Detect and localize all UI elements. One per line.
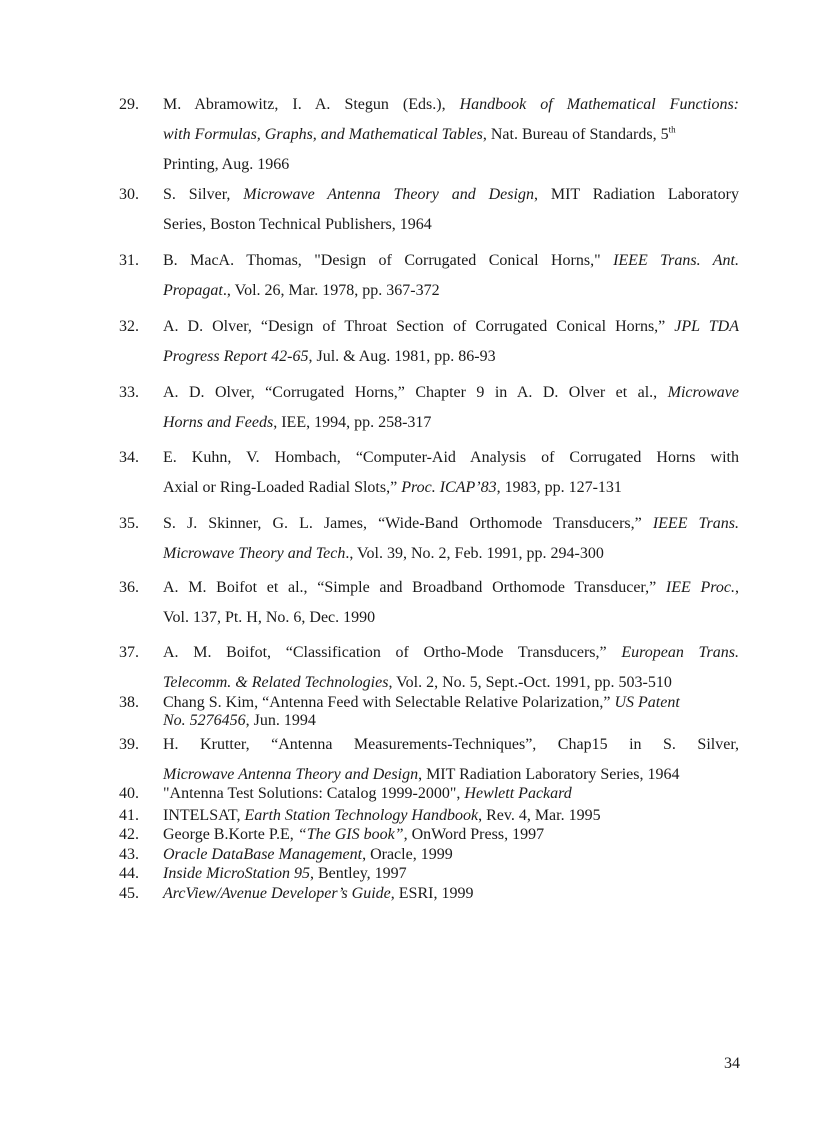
reference-34: 34. E. Kuhn, V. Hombach, “Computer-Aid Analysis of Corrugated Horns with Axial or Ring-Loaded Radial Slots,” Proc. ICAP’83, 1983, pp. 127-131 — [119, 449, 739, 496]
reference-31: 31. B. MacA. Thomas, "Design of Corrugated Conical Horns," IEEE Trans. Ant. Propagat., Vol. 26, Mar. 1978, pp. 367-372 — [119, 252, 740, 299]
reference-29: 29. M. Abramowitz, I. A. Stegun (Eds.), Handbook of Mathematical Functions: with Formulas, Graphs, and Mathematical Tables, Nat. Bureau of Standards, 5th Printing, Aug. 1966 — [119, 96, 739, 173]
reference-35: 35. S. J. Skinner, G. L. James, “Wide-Band Orthomode Transducers,” IEEE Trans. Microwave Theory and Tech., Vol. 39, No. 2, Feb. 1991, pp. 294-300 — [119, 515, 739, 562]
reference-30: 30. S. Silver, Microwave Antenna Theory and Design, MIT Radiation Laboratory Series, Boston Technical Publishers, 1964 — [119, 186, 740, 233]
reference-45: 45. ArcView/Avenue Developer’s Guide, ESRI, 1999 — [119, 885, 474, 902]
reference-33: 33. A. D. Olver, “Corrugated Horns,” Chapter 9 in A. D. Olver et al., Microwave Horns and Feeds, IEE, 1994, pp. 258-317 — [119, 384, 739, 431]
reference-36: 36. A. M. Boifot et al., “Simple and Broadband Orthomode Transducer,” IEE Proc., Vol. 137, Pt. H, No. 6, Dec. 1990 — [119, 579, 740, 626]
reference-40: 40. "Antenna Test Solutions: Catalog 1999-2000", Hewlett Packard — [119, 785, 572, 802]
page-number: 34 — [724, 1055, 740, 1072]
reference-42: 42. George B.Korte P.E, “The GIS book”, OnWord Press, 1997 — [119, 826, 545, 843]
reference-44: 44. Inside MicroStation 95, Bentley, 1997 — [119, 865, 407, 882]
reference-37: 37. A. M. Boifot, “Classification of Ortho-Mode Transducers,” European Trans. Telecomm. & Related Technologies, Vol. 2, No. 5, Sept.-Oct. 1991, pp. 503-510 — [119, 644, 739, 691]
reference-41: 41. INTELSAT, Earth Station Technology Handbook, Rev. 4, Mar. 1995 — [119, 807, 601, 824]
reference-38: 38. Chang S. Kim, “Antenna Feed with Selectable Relative Polarization,” US Patent No. 5276456, Jun. 1994 — [119, 694, 680, 729]
reference-43: 43. Oracle DataBase Management, Oracle, 1999 — [119, 846, 453, 863]
reference-39: 39. H. Krutter, “Antenna Measurements-Techniques”, Chap15 in S. Silver, Microwave Antenna Theory and Design, MIT Radiation Laboratory Series, 1964 — [119, 736, 739, 783]
reference-32: 32. A. D. Olver, “Design of Throat Section of Corrugated Conical Horns,” JPL TDA Progress Report 42-65, Jul. & Aug. 1981, pp. 86-93 — [119, 318, 739, 365]
